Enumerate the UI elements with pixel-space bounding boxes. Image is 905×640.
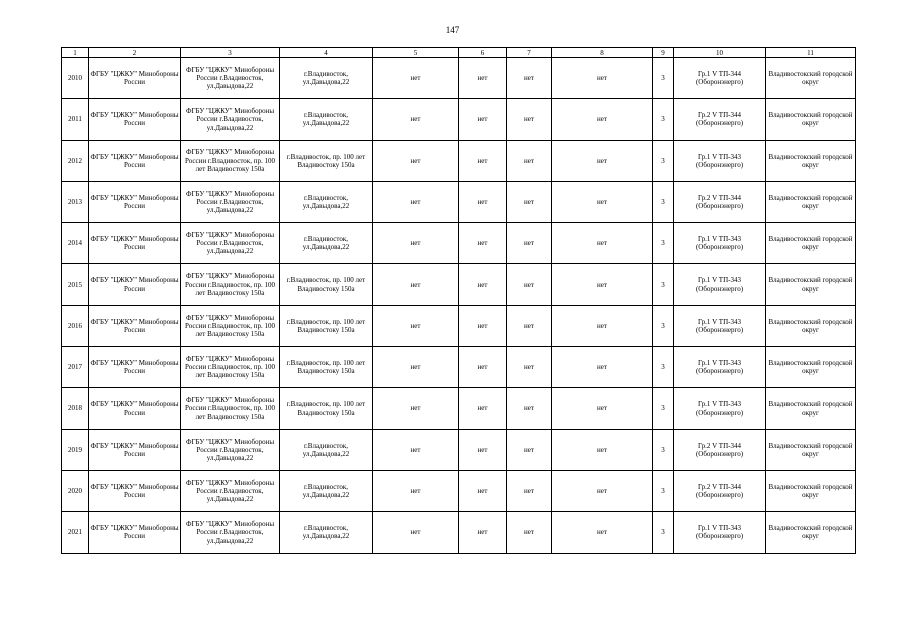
col5-cell: нет bbox=[373, 99, 459, 140]
district-cell: Владивостокский городской округ bbox=[766, 347, 856, 388]
address-cell: г.Владивосток, пр. 100 лет Владивостоку 150а bbox=[280, 388, 373, 429]
col6-cell: нет bbox=[459, 223, 507, 264]
row-number-cell: 2021 bbox=[62, 512, 89, 553]
col8-cell: нет bbox=[552, 347, 653, 388]
column-header: 9 bbox=[653, 48, 674, 58]
col7-cell: нет bbox=[507, 305, 552, 346]
column-header: 6 bbox=[459, 48, 507, 58]
table-row bbox=[62, 347, 856, 388]
table-row bbox=[62, 264, 856, 305]
row-number-cell: 2012 bbox=[62, 140, 89, 181]
col5-cell: нет bbox=[373, 429, 459, 470]
col5-cell: нет bbox=[373, 181, 459, 222]
col7-cell: нет bbox=[507, 58, 552, 99]
power-source-cell: Гр.1 V ТП-343 (Оборонэнерго) bbox=[674, 140, 766, 181]
owner-cell: ФГБУ "ЦЖКУ" Минобороны России bbox=[89, 264, 181, 305]
col8-cell: нет bbox=[552, 58, 653, 99]
col9-cell: 3 bbox=[653, 99, 674, 140]
col9-cell: 3 bbox=[653, 470, 674, 511]
col5-cell: нет bbox=[373, 305, 459, 346]
table-row bbox=[62, 512, 856, 553]
power-source-cell: Гр.1 V ТП-343 (Оборонэнерго) bbox=[674, 223, 766, 264]
col6-cell: нет bbox=[459, 512, 507, 553]
address-cell: г.Владивосток, пр. 100 лет Владивостоку 150а bbox=[280, 264, 373, 305]
col8-cell: нет bbox=[552, 99, 653, 140]
col5-cell: нет bbox=[373, 264, 459, 305]
row-number-cell: 2014 bbox=[62, 223, 89, 264]
col7-cell: нет bbox=[507, 429, 552, 470]
address-cell: г.Владивосток, ул.Давыдова,22 bbox=[280, 99, 373, 140]
owner-cell: ФГБУ "ЦЖКУ" Минобороны России bbox=[89, 470, 181, 511]
col7-cell: нет bbox=[507, 140, 552, 181]
col9-cell: 3 bbox=[653, 140, 674, 181]
col8-cell: нет bbox=[552, 181, 653, 222]
col9-cell: 3 bbox=[653, 181, 674, 222]
column-header: 10 bbox=[674, 48, 766, 58]
col8-cell: нет bbox=[552, 388, 653, 429]
col6-cell: нет bbox=[459, 140, 507, 181]
district-cell: Владивостокский городской округ bbox=[766, 470, 856, 511]
power-source-cell: Гр.1 V ТП-343 (Оборонэнерго) bbox=[674, 388, 766, 429]
district-cell: Владивостокский городской округ bbox=[766, 264, 856, 305]
row-number-cell: 2018 bbox=[62, 388, 89, 429]
address-cell: г.Владивосток, ул.Давыдова,22 bbox=[280, 58, 373, 99]
address-cell: г.Владивосток, ул.Давыдова,22 bbox=[280, 470, 373, 511]
col7-cell: нет bbox=[507, 470, 552, 511]
owner-cell: ФГБУ "ЦЖКУ" Минобороны России bbox=[89, 347, 181, 388]
col9-cell: 3 bbox=[653, 388, 674, 429]
row-number-cell: 2020 bbox=[62, 470, 89, 511]
col9-cell: 3 bbox=[653, 264, 674, 305]
row-number-cell: 2013 bbox=[62, 181, 89, 222]
power-source-cell: Гр.1 V ТП-343 (Оборонэнерго) bbox=[674, 512, 766, 553]
address-cell: г.Владивосток, пр. 100 лет Владивостоку 150а bbox=[280, 305, 373, 346]
power-source-cell: Гр.2 V ТП-344 (Оборонэнерго) bbox=[674, 99, 766, 140]
address-cell: г.Владивосток, ул.Давыдова,22 bbox=[280, 429, 373, 470]
col8-cell: нет bbox=[552, 223, 653, 264]
operator-cell: ФГБУ "ЦЖКУ" Минобороны России г.Владивосток, пр. 100 лет Владивостоку 150а bbox=[181, 140, 280, 181]
district-cell: Владивостокский городской округ bbox=[766, 140, 856, 181]
address-cell: г.Владивосток, ул.Давыдова,22 bbox=[280, 223, 373, 264]
col7-cell: нет bbox=[507, 223, 552, 264]
district-cell: Владивостокский городской округ bbox=[766, 388, 856, 429]
col7-cell: нет bbox=[507, 99, 552, 140]
operator-cell: ФГБУ "ЦЖКУ" Минобороны России г.Владивосток, пр. 100 лет Владивостоку 150а bbox=[181, 264, 280, 305]
table-row bbox=[62, 99, 856, 140]
district-cell: Владивостокский городской округ bbox=[766, 223, 856, 264]
col6-cell: нет bbox=[459, 58, 507, 99]
table-row bbox=[62, 429, 856, 470]
power-source-cell: Гр.2 V ТП-344 (Оборонэнерго) bbox=[674, 429, 766, 470]
table-row bbox=[62, 223, 856, 264]
column-header: 8 bbox=[552, 48, 653, 58]
col7-cell: нет bbox=[507, 264, 552, 305]
address-cell: г.Владивосток, ул.Давыдова,22 bbox=[280, 181, 373, 222]
address-cell: г.Владивосток, пр. 100 лет Владивостоку 150а bbox=[280, 347, 373, 388]
page-number: 147 bbox=[445, 25, 460, 35]
col6-cell: нет bbox=[459, 264, 507, 305]
table-row bbox=[62, 140, 856, 181]
operator-cell: ФГБУ "ЦЖКУ" Минобороны России г.Владивосток, ул.Давыдова,22 bbox=[181, 58, 280, 99]
column-header: 11 bbox=[766, 48, 856, 58]
district-cell: Владивостокский городской округ bbox=[766, 305, 856, 346]
row-number-cell: 2015 bbox=[62, 264, 89, 305]
col8-cell: нет bbox=[552, 512, 653, 553]
column-header: 5 bbox=[373, 48, 459, 58]
row-number-cell: 2010 bbox=[62, 58, 89, 99]
table-row bbox=[62, 181, 856, 222]
owner-cell: ФГБУ "ЦЖКУ" Минобороны России bbox=[89, 305, 181, 346]
table-row bbox=[62, 305, 856, 346]
header-row bbox=[62, 48, 856, 58]
col9-cell: 3 bbox=[653, 305, 674, 346]
col6-cell: нет bbox=[459, 388, 507, 429]
col8-cell: нет bbox=[552, 305, 653, 346]
table-row bbox=[62, 470, 856, 511]
owner-cell: ФГБУ "ЦЖКУ" Минобороны России bbox=[89, 58, 181, 99]
col9-cell: 3 bbox=[653, 347, 674, 388]
owner-cell: ФГБУ "ЦЖКУ" Минобороны России bbox=[89, 429, 181, 470]
col7-cell: нет bbox=[507, 512, 552, 553]
operator-cell: ФГБУ "ЦЖКУ" Минобороны России г.Владивосток, пр. 100 лет Владивостоку 150а bbox=[181, 305, 280, 346]
col8-cell: нет bbox=[552, 429, 653, 470]
col5-cell: нет bbox=[373, 512, 459, 553]
power-source-cell: Гр.2 V ТП-344 (Оборонэнерго) bbox=[674, 470, 766, 511]
col9-cell: 3 bbox=[653, 512, 674, 553]
col6-cell: нет bbox=[459, 470, 507, 511]
col9-cell: 3 bbox=[653, 429, 674, 470]
operator-cell: ФГБУ "ЦЖКУ" Минобороны России г.Владивосток, ул.Давыдова,22 bbox=[181, 470, 280, 511]
address-cell: г.Владивосток, пр. 100 лет Владивостоку 150а bbox=[280, 140, 373, 181]
row-number-cell: 2011 bbox=[62, 99, 89, 140]
column-header: 7 bbox=[507, 48, 552, 58]
owner-cell: ФГБУ "ЦЖКУ" Минобороны России bbox=[89, 99, 181, 140]
col5-cell: нет bbox=[373, 470, 459, 511]
district-cell: Владивостокский городской округ bbox=[766, 512, 856, 553]
district-cell: Владивостокский городской округ bbox=[766, 181, 856, 222]
col7-cell: нет bbox=[507, 181, 552, 222]
col6-cell: нет bbox=[459, 429, 507, 470]
operator-cell: ФГБУ "ЦЖКУ" Минобороны России г.Владивосток, ул.Давыдова,22 bbox=[181, 223, 280, 264]
column-header: 2 bbox=[89, 48, 181, 58]
owner-cell: ФГБУ "ЦЖКУ" Минобороны России bbox=[89, 181, 181, 222]
operator-cell: ФГБУ "ЦЖКУ" Минобороны России г.Владивосток, пр. 100 лет Владивостоку 150а bbox=[181, 388, 280, 429]
col5-cell: нет bbox=[373, 347, 459, 388]
power-source-cell: Гр.1 V ТП-343 (Оборонэнерго) bbox=[674, 347, 766, 388]
row-number-cell: 2016 bbox=[62, 305, 89, 346]
address-cell: г.Владивосток, ул.Давыдова,22 bbox=[280, 512, 373, 553]
col5-cell: нет bbox=[373, 58, 459, 99]
table-row bbox=[62, 58, 856, 99]
table-row bbox=[62, 388, 856, 429]
power-source-cell: Гр.2 V ТП-344 (Оборонэнерго) bbox=[674, 181, 766, 222]
operator-cell: ФГБУ "ЦЖКУ" Минобороны России г.Владивосток, ул.Давыдова,22 bbox=[181, 429, 280, 470]
owner-cell: ФГБУ "ЦЖКУ" Минобороны России bbox=[89, 388, 181, 429]
district-cell: Владивостокский городской округ bbox=[766, 429, 856, 470]
owner-cell: ФГБУ "ЦЖКУ" Минобороны России bbox=[89, 140, 181, 181]
col8-cell: нет bbox=[552, 264, 653, 305]
col9-cell: 3 bbox=[653, 58, 674, 99]
owner-cell: ФГБУ "ЦЖКУ" Минобороны России bbox=[89, 512, 181, 553]
col8-cell: нет bbox=[552, 470, 653, 511]
registry-table bbox=[61, 47, 856, 554]
column-header: 3 bbox=[181, 48, 280, 58]
col6-cell: нет bbox=[459, 347, 507, 388]
owner-cell: ФГБУ "ЦЖКУ" Минобороны России bbox=[89, 223, 181, 264]
district-cell: Владивостокский городской округ bbox=[766, 99, 856, 140]
col6-cell: нет bbox=[459, 99, 507, 140]
district-cell: Владивостокский городской округ bbox=[766, 58, 856, 99]
col6-cell: нет bbox=[459, 181, 507, 222]
operator-cell: ФГБУ "ЦЖКУ" Минобороны России г.Владивосток, ул.Давыдова,22 bbox=[181, 99, 280, 140]
col5-cell: нет bbox=[373, 140, 459, 181]
col5-cell: нет bbox=[373, 388, 459, 429]
power-source-cell: Гр.1 V ТП-343 (Оборонэнерго) bbox=[674, 305, 766, 346]
column-header: 1 bbox=[62, 48, 89, 58]
col9-cell: 3 bbox=[653, 223, 674, 264]
row-number-cell: 2019 bbox=[62, 429, 89, 470]
row-number-cell: 2017 bbox=[62, 347, 89, 388]
operator-cell: ФГБУ "ЦЖКУ" Минобороны России г.Владивосток, ул.Давыдова,22 bbox=[181, 181, 280, 222]
column-header: 4 bbox=[280, 48, 373, 58]
col7-cell: нет bbox=[507, 347, 552, 388]
col7-cell: нет bbox=[507, 388, 552, 429]
col6-cell: нет bbox=[459, 305, 507, 346]
power-source-cell: Гр.1 V ТП-343 (Оборонэнерго) bbox=[674, 264, 766, 305]
operator-cell: ФГБУ "ЦЖКУ" Минобороны России г.Владивосток, пр. 100 лет Владивостоку 150а bbox=[181, 347, 280, 388]
col5-cell: нет bbox=[373, 223, 459, 264]
col8-cell: нет bbox=[552, 140, 653, 181]
operator-cell: ФГБУ "ЦЖКУ" Минобороны России г.Владивосток, ул.Давыдова,22 bbox=[181, 512, 280, 553]
power-source-cell: Гр.1 V ТП-344 (Оборонэнерго) bbox=[674, 58, 766, 99]
